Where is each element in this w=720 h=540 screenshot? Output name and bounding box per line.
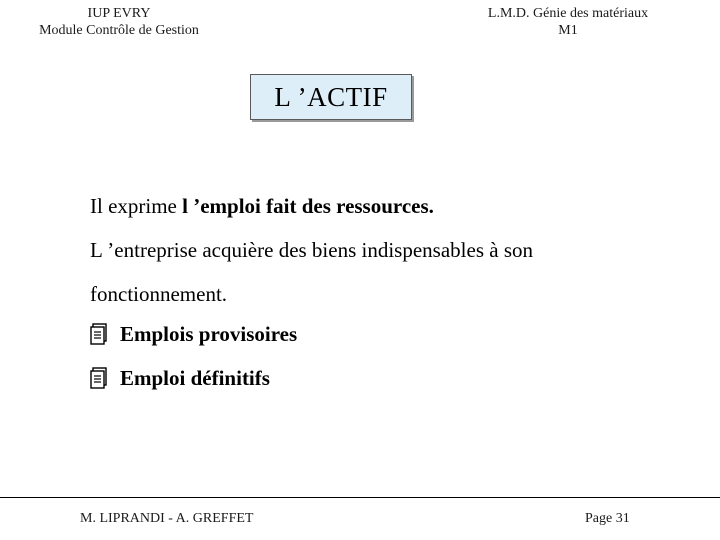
body-line-1-normal: Il exprime xyxy=(90,194,183,218)
bullet-item-2 xyxy=(90,366,270,390)
header-left-line2: Module Contrôle de Gestion xyxy=(39,23,199,38)
header-left-line1: IUP EVRY xyxy=(87,6,151,21)
body-line-1 xyxy=(90,194,434,218)
document-page-icon xyxy=(90,323,108,345)
slide-title-box xyxy=(250,74,412,120)
header-right-line1: L.M.D. Génie des matériaux xyxy=(487,6,649,21)
body-line-3: fonctionnement. xyxy=(90,282,228,306)
footer-authors: M. LIPRANDI - A. GREFFET xyxy=(80,511,254,526)
header-right-line2: M1 xyxy=(558,23,578,38)
bullet-item-1-text: Emplois provisoires xyxy=(120,322,298,346)
body-line-1-bold: l ’emploi fait des ressources. xyxy=(182,194,434,218)
footer-divider xyxy=(0,497,720,498)
bullet-item-2-text: Emploi définitifs xyxy=(120,366,270,390)
header-left xyxy=(24,5,214,39)
document-page-icon xyxy=(90,367,108,389)
slide-title: L ’ACTIF xyxy=(274,81,388,112)
footer-page-number: Page 31 xyxy=(585,511,630,526)
bullet-item-1 xyxy=(90,322,297,346)
body-line-2: L ’entreprise acquière des biens indispensables à son xyxy=(90,238,533,262)
header-right xyxy=(470,5,666,39)
